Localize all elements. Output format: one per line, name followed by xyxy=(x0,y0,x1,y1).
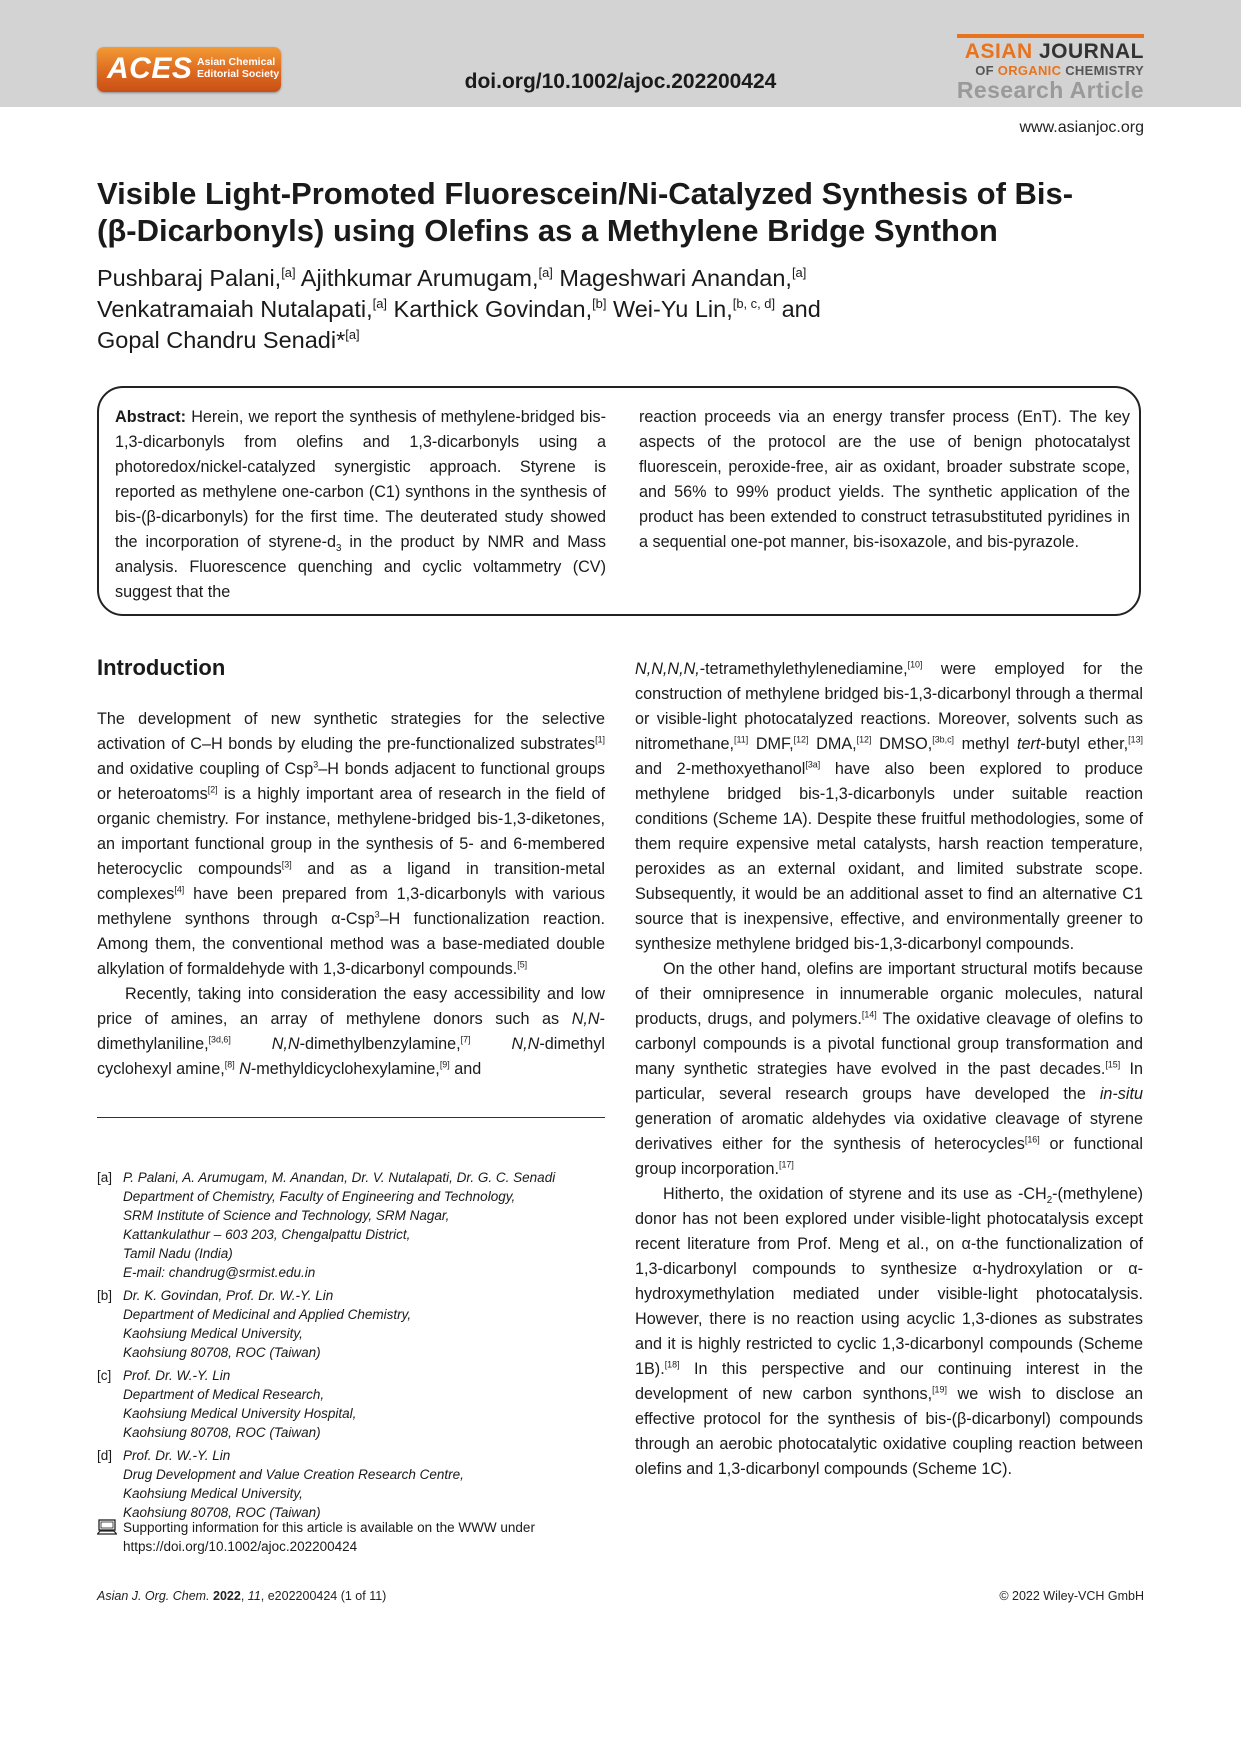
footnote-line: Kaohsiung Medical University, xyxy=(123,1326,303,1341)
intro-paragraph-2-continued: N,N,N,N,-tetramethylethylenediamine,[10] were employed for the construction of methylene bridged bis-1,3-dicarbonyl through a thermal or visible-light photocatalyzed reactions. Moreover, solvents such as nitromethane,[11] DMF,[12] DMA,[12] DMSO,[3b,c] methyl tert-butyl ether,[13] and 2-methoxyethanol[3a] have also been explored to produce methylene bridged bis-1,3-dicarbonyls under suitable reaction conditions (Scheme 1A). Despite these fruitful methodologies, some of them require expensive metal catalysts, harsh reaction temperature, peroxides as an external oxidant, and limited substrate scope. Subsequently, it would be an additional asset to find an alternative C1 source that is inexpensive, effective, and environmentally greener to synthesize methylene bridged bis-1,3-dicarbonyl compounds. xyxy=(635,659,1144,953)
footnote-body xyxy=(123,1286,605,1362)
footnote-line: Kaohsiung 80708, ROC (Taiwan) xyxy=(123,1345,321,1360)
footnote-tag: [b] xyxy=(97,1288,113,1303)
journal-logo-rule xyxy=(957,34,1144,38)
footnote-body xyxy=(123,1168,605,1282)
journal-logo[interactable] xyxy=(957,34,1144,102)
footnote-tag: [d] xyxy=(97,1448,113,1463)
supporting-information-text[interactable]: Supporting information for this article is available on the WWW under https://doi.org/10.1002/ajoc.202200424 xyxy=(123,1520,535,1554)
doi-link[interactable]: doi.org/10.1002/ajoc.202200424 xyxy=(464,70,777,93)
author-list: Pushbaraj Palani,[a] Ajithkumar Arumugam,[a] Mageshwari Anandan,[a] Venkatramaiah Nutalapati,[a] Karthick Govindan,[b] Wei-Yu Lin,[b, c, d] and Gopal Chandru Senadi*[a] xyxy=(97,265,821,353)
footnote-body xyxy=(123,1366,605,1442)
footnote-line: Prof. Dr. W.-Y. Lin xyxy=(123,1368,231,1383)
footnote-line: Prof. Dr. W.-Y. Lin xyxy=(123,1448,231,1463)
footnote-line: P. Palani, A. Arumugam, M. Anandan, Dr. V. Nutalapati, Dr. G. C. Senadi xyxy=(123,1170,556,1185)
footnote-d xyxy=(97,1446,605,1522)
abstract-box xyxy=(97,386,1141,616)
footnote-line: Kaohsiung Medical University Hospital, xyxy=(123,1406,357,1421)
footnote-line: Dr. K. Govindan, Prof. Dr. W.-Y. Lin xyxy=(123,1288,334,1303)
body-column-left xyxy=(97,707,605,1082)
footnote-line[interactable]: E-mail: chandrug@srmist.edu.in xyxy=(123,1265,316,1280)
footnote-tag: [c] xyxy=(97,1368,112,1383)
abstract-column-left: Abstract: Herein, we report the synthesis of methylene-bridged bis-1,3-dicarbonyls from olefins and 1,3-dicarbonyls using a photoredox/nickel-catalyzed synergistic approach. Styrene is reported as methylene one-carbon (C1) synthons in the synthesis of bis-(β-dicarbonyls) for the first time. The deuterated study showed the incorporation of styrene-$d_3$ in the product by NMR and Mass analysis. Fluorescence quenching and cyclic voltammetry (CV) suggest that the xyxy=(115,408,606,601)
footnote-line: Department of Chemistry, Faculty of Engineering and Technology, xyxy=(123,1189,516,1204)
footnote-body xyxy=(123,1446,605,1522)
footnote-line: Drug Development and Value Creation Research Centre, xyxy=(123,1467,464,1482)
footnote-line: SRM Institute of Science and Technology, SRM Nagar, xyxy=(123,1208,450,1223)
footnote-line: Kaohsiung 80708, ROC (Taiwan) xyxy=(123,1425,321,1440)
journal-name-line2: OF ORGANIC CHEMISTRY xyxy=(975,63,1144,78)
journal-name-line1: ASIAN JOURNAL xyxy=(964,40,1144,63)
article-type: Research Article xyxy=(956,77,1144,103)
journal-website-link[interactable]: www.asianjoc.org xyxy=(1019,119,1144,136)
footnote-line: Kaohsiung Medical University, xyxy=(123,1486,303,1501)
intro-paragraph-1: The development of new synthetic strategies for the selective activation of C–H bonds by eluding the pre-functionalized substrates[1] and oxidative coupling of Csp$^3$–H bonds adjacent to functional groups or heteroatoms[2] is a highly important area of research in the field of organic chemistry. For instance, methylene-bridged bis-1,3-diketones, an important functional group in the synthesis of 5- and 6-membered heterocyclic compounds[3] and as a ligand in transition-metal complexes[4] have been prepared from 1,3-dicarbonyls with various methylene synthons through α-Csp$^3$–H functionalization reaction. Among them, the conventional method was a base-mediated double alkylation of formaldehyde with 1,3-dicarbonyl compounds.[5] xyxy=(97,710,605,978)
supporting-information-note xyxy=(97,1518,605,1556)
footnote-line: Department of Medicinal and Applied Chemistry, xyxy=(123,1307,412,1322)
footnote-a xyxy=(97,1168,605,1282)
footnote-line: Tamil Nadu (India) xyxy=(123,1246,233,1261)
section-heading-introduction: Introduction xyxy=(97,655,226,680)
footnote-c xyxy=(97,1366,605,1442)
copyright-footer: © 2022 Wiley-VCH GmbH xyxy=(999,1589,1144,1603)
footnote-line: Kattankulathur – 603 203, Chengalpattu District, xyxy=(123,1227,411,1242)
footnote-b xyxy=(97,1286,605,1362)
intro-paragraph-4: Hitherto, the oxidation of styrene and its use as $-CH_2-(methylene)$ donor has not been explored under visible-light photocatalysis except recent literature from Prof. Meng et al., on α-the functionalization of 1,3-dicarbonyl compounds to synthesize α-hydroxylation or α-hydroxymethylation mediated under visible-light photocatalysis. However, there is no reaction using acyclic 1,3-diones as substrates and it is highly restricted to cyclic 1,3-dicarbonyl compounds (Scheme 1B).[18] In this perspective and our continuing interest in the development of new carbon synthons,[19] we wish to disclose an effective protocol for the synthesis of bis-(β-dicarbonyl) compounds through an aerobic photocatalytic oxidative coupling reaction between olefins and 1,3-dicarbonyl compounds (Scheme 1C). xyxy=(635,1185,1143,1478)
affiliation-footnotes xyxy=(97,1168,605,1526)
footnote-rule xyxy=(97,1117,605,1118)
aces-logo-subtitle: Asian Chemical Editorial Society xyxy=(197,56,280,80)
body-column-right xyxy=(635,657,1143,1482)
computer-icon xyxy=(97,1519,117,1535)
footnote-tag: [a] xyxy=(97,1170,113,1185)
intro-paragraph-3: On the other hand, olefins are important structural motifs because of their omnipresence in innumerable organic molecules, natural products, drugs, and polymers.[14] The oxidative cleavage of olefins to carbonyl compounds is a pivotal functional group transformation and many synthetic strategies have evolved in the past decades.[15] In particular, several research groups have developed the in-situ generation of aromatic aldehydes via oxidative cleavage of styrene derivatives either for the synthesis of heterocycles[16] or functional group incorporation.[17] xyxy=(635,960,1144,1178)
footnote-line: Department of Medical Research, xyxy=(123,1387,325,1402)
intro-paragraph-2: Recently, taking into consideration the easy accessibility and low price of amines, an array of methylene donors such as N,N-dimethylaniline,[3d,6] N,N-dimethylbenzylamine,[7] N,N-dimethyl cyclohexyl amine,[8] N-methyldicyclohexylamine,[9] and xyxy=(97,985,605,1078)
footnote-line: Kaohsiung 80708, ROC (Taiwan) xyxy=(123,1505,321,1520)
citation-footer: Asian J. Org. Chem. 2022, 11, e202200424 (1 of 11) xyxy=(97,1589,387,1603)
aces-logo-word: ACES xyxy=(107,52,193,85)
abstract-column-right: reaction proceeds via an energy transfer process (EnT). The key aspects of the protocol are the use of benign photocatalyst fluorescein, peroxide-free, air as oxidant, broader substrate scope, and 56% to 99% product yields. The synthetic application of the product has been extended to construct tetrasubstituted pyridines in a sequential one-pot manner, bis-isoxazole, and bis-pyrazole. xyxy=(639,408,1130,551)
article-title: Visible Light-Promoted Fluorescein/Ni-Catalyzed Synthesis of Bis- (β-Dicarbonyls) using Olefins as a Methylene Bridge Synthon xyxy=(97,176,1074,248)
